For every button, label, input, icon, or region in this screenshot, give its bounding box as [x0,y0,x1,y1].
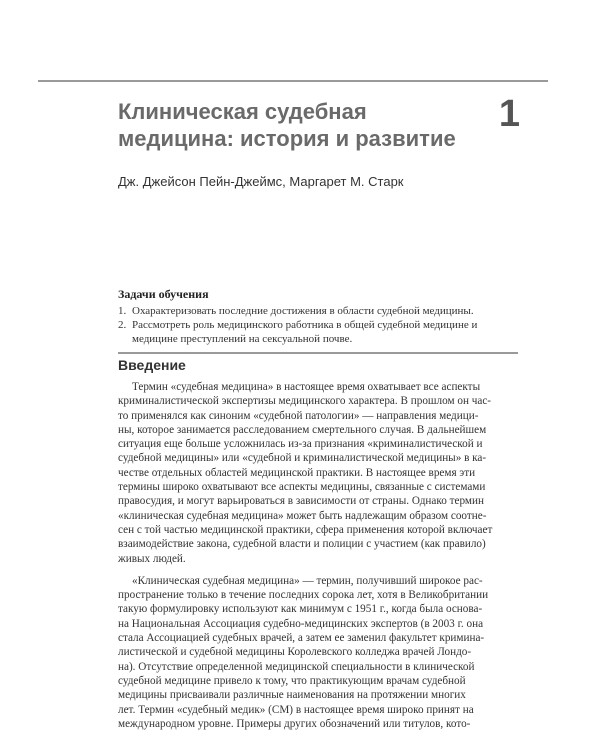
body-line: Термин «судебная медицина» в настоящее время охватывает все аспекты [132,381,481,393]
objective-item [118,318,508,346]
chapter-title-line-2: медицина: история и развитие [118,126,456,151]
body-line: стала Ассоциацией судебных врачей, а затем ее заменил факультет кримина- [118,632,485,645]
body-line: судебной медицине привело к тому, что практикующим врачам судебной [118,674,466,687]
objective-number: 2. [118,319,127,331]
body-line: ны, которое занимается расследованием смертельного случая. В дальнейшем [118,423,487,436]
body-line: судебной медицины» или «судебной и криминалистической медицины» в ка- [118,452,487,465]
objective-text: Охарактеризовать последние достижения в области судебной медицины. [132,305,474,317]
body-line: живых людей. [118,552,186,565]
paragraph-gap [118,566,518,574]
body-line: криминалистической экспертизы медицинского характера. В прошлом он час- [118,395,492,408]
section-rule [118,352,518,354]
body-line: пространение только в течение последних сорока лет, хотя в Великобритании [118,589,489,602]
body-line: правосудия, и могут варьироваться в зависимости от страны. Однако термин [118,495,484,508]
authors: Дж. Джейсон Пейн-Джеймс, Маргарет М. Старк [118,174,404,189]
body-line: медицины присваивали различные наименования на протяжении многих [118,689,466,702]
body-line: термины широко охватывают все аспекты медицины, связанные с системами [118,481,486,494]
body-line: «Клиническая судебная медицина» — термин, получивший широкое рас- [132,574,483,587]
body-line: на Национальная Ассоциация судебно-медицинских экспертов (в 2003 г. она [118,617,484,630]
chapter-title-line-1: Клиническая судебная [118,99,367,124]
body-line: международном уровне. Примеры других обозначений или титулов, кото- [118,717,471,730]
body-text [118,380,518,731]
body-line: то применялся как синоним «судебной патологии» — направления медици- [118,409,479,422]
section-heading: Введение [118,357,186,373]
objective-item [118,304,508,318]
objective-text: медицине преступлений на сексуальной почве. [132,333,353,345]
objective-text: Рассмотреть роль медицинского работника в общей судебной медицине и [132,319,478,331]
chapter-number: 1 [498,93,520,135]
body-line: честве отдельных областей медицинской практики. В настоящее время эти [118,466,476,479]
body-line: такую формулировку используют как минимум с 1951 г., когда была основа- [118,603,483,616]
body-line: листической и судебной медицины Королевского колледжа врачей Лондо- [118,646,472,659]
body-line: лет. Термин «судебный медик» (СМ) в настоящее время широко принят на [118,703,474,716]
chapter-title [118,98,478,152]
body-line: сен с той частью медицинской практики, сфера применения которой включает [118,523,493,536]
top-rule [38,80,548,82]
objectives-list [118,304,508,346]
body-line: на). Отсутствие определенной медицинской специальности в клинической [118,660,475,673]
paragraph [118,380,518,566]
objectives-heading: Задачи обучения [118,287,209,301]
paragraph [118,574,518,731]
body-line: «клиническая судебная медицина» может быть надлежащим образом соотне- [118,509,487,522]
body-line: взаимодействие закона, судебной власти и полиции с участием (как правило) [118,538,486,551]
objective-number: 1. [118,305,127,317]
body-line: ситуация еще больше усложнилась из-за признания «криминалистической и [118,438,483,451]
